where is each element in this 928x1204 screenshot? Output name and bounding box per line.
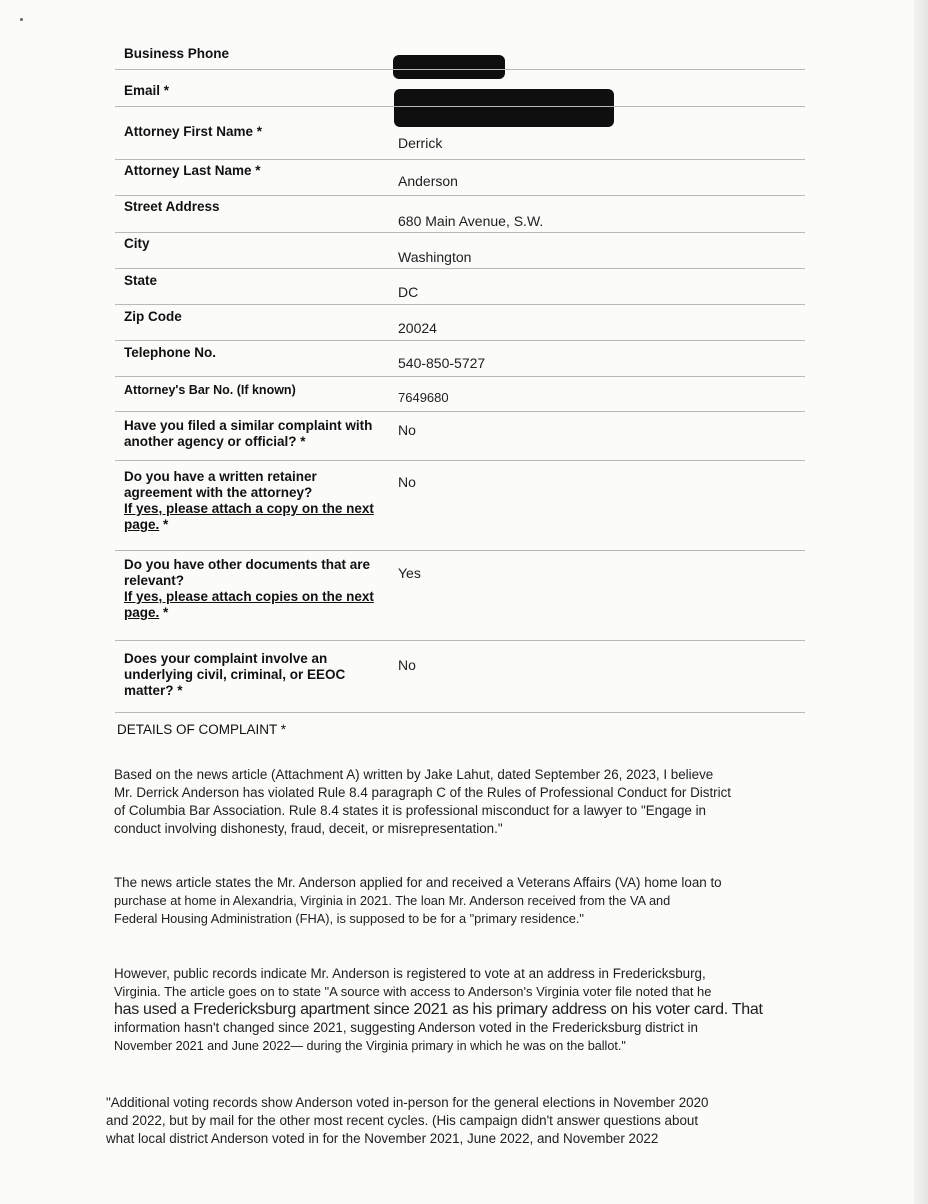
field-label: Business Phone [124,46,230,61]
divider [115,460,805,461]
field-label: Zip Code [124,309,182,324]
answer-value: No [398,474,416,490]
complaint-paragraph [114,965,804,1055]
field-value: 540-850-5727 [398,355,486,371]
details-of-complaint-heading: DETAILS OF COMPLAINT * [117,722,287,737]
question-line: relevant? [124,573,185,588]
divider [115,550,805,551]
paragraph-line: what local district Anderson voted in for the November 2021, June 2022, and November 2022 [106,1131,659,1146]
complaint-paragraph [114,766,804,838]
field-label: Attorney Last Name * [124,163,261,178]
divider [115,640,805,641]
required-star: * [159,517,169,532]
field-label: Telephone No. [124,345,217,360]
field-value: 7649680 [398,390,449,405]
divider [115,268,805,269]
paragraph-line: The news article states the Mr. Anderson applied for and received a Veterans Affairs (VA) home loan to [114,875,722,890]
paragraph-line: conduct involving dishonesty, fraud, deceit, or misrepresentation." [114,821,503,836]
question-label [124,418,389,450]
attach-note: page. [124,517,160,532]
attach-note: If yes, please attach copies on the next [124,589,374,604]
paragraph-line: "Additional voting records show Anderson voted in-person for the general elections in November 2020 [106,1095,709,1110]
question-line: underlying civil, criminal, or EEOC [124,667,346,682]
divider [115,106,805,107]
question-line: Does your complaint involve an [124,651,328,666]
required-star: * [159,605,169,620]
paragraph-line: of Columbia Bar Association. Rule 8.4 states it is professional misconduct for a lawyer to "Engage in [114,803,707,818]
field-value: Washington [398,249,472,265]
scan-speck [20,18,23,21]
question-label [124,557,389,621]
paragraph-line: November 2021 and June 2022— during the Virginia primary in which he was on the ballot." [114,1039,626,1053]
paragraph-line: Federal Housing Administration (FHA), is supposed to be for a "primary residence." [114,911,584,926]
divider [115,376,805,377]
field-value: Derrick [398,135,443,151]
question-line: matter? * [124,683,183,698]
redaction-block [393,55,505,79]
attach-note: If yes, please attach a copy on the next [124,501,374,516]
complaint-paragraph [114,874,804,928]
paragraph-line: Mr. Derrick Anderson has violated Rule 8.4 paragraph C of the Rules of Professional Conduct for District [114,785,732,800]
field-label: Street Address [124,199,220,214]
field-value: Anderson [398,173,458,189]
paragraph-line: Based on the news article (Attachment A) written by Jake Lahut, dated September 26, 2023, I believe [114,767,714,782]
redaction-block [394,89,614,127]
divider [115,340,805,341]
complaint-paragraph [106,1094,796,1148]
question-line: Have you filed a similar complaint with [124,418,373,433]
field-label: Attorney's Bar No. (If known) [124,383,296,397]
paragraph-line: information hasn't changed since 2021, suggesting Anderson voted in the Fredericksburg district in [114,1020,698,1035]
divider [115,195,805,196]
question-line: Do you have other documents that are [124,557,371,572]
paragraph-line: and 2022, but by mail for the other most recent cycles. (His campaign didn't answer questions about [106,1113,699,1128]
divider [115,69,805,70]
question-line: another agency or official? * [124,434,306,449]
field-label: City [124,236,150,251]
paragraph-line: However, public records indicate Mr. Anderson is registered to vote at an address in Fredericksburg, [114,966,706,981]
attach-note: page. [124,605,160,620]
page-edge-shadow [914,0,928,1204]
divider [115,232,805,233]
field-label: Email * [124,83,170,98]
paragraph-line: Virginia. The article goes on to state "A source with access to Anderson's Virginia voter file noted that he [114,984,712,999]
field-value: 680 Main Avenue, S.W. [398,213,544,229]
divider [115,304,805,305]
field-label: State [124,273,158,288]
divider [115,712,805,713]
answer-value: No [398,657,416,673]
question-line: Do you have a written retainer [124,469,317,484]
field-label: Attorney First Name * [124,124,263,139]
question-label [124,651,389,699]
divider [115,159,805,160]
answer-value: Yes [398,565,421,581]
question-line: agreement with the attorney? [124,485,313,500]
divider [115,411,805,412]
paragraph-line: has used a Fredericksburg apartment since 2021 as his primary address on his voter card. That [114,1001,763,1018]
answer-value: No [398,422,416,438]
paragraph-line: purchase at home in Alexandria, Virginia in 2021. The loan Mr. Anderson received from the VA and [114,893,671,908]
field-value: DC [398,284,419,300]
question-label [124,469,389,533]
field-value: 20024 [398,320,437,336]
